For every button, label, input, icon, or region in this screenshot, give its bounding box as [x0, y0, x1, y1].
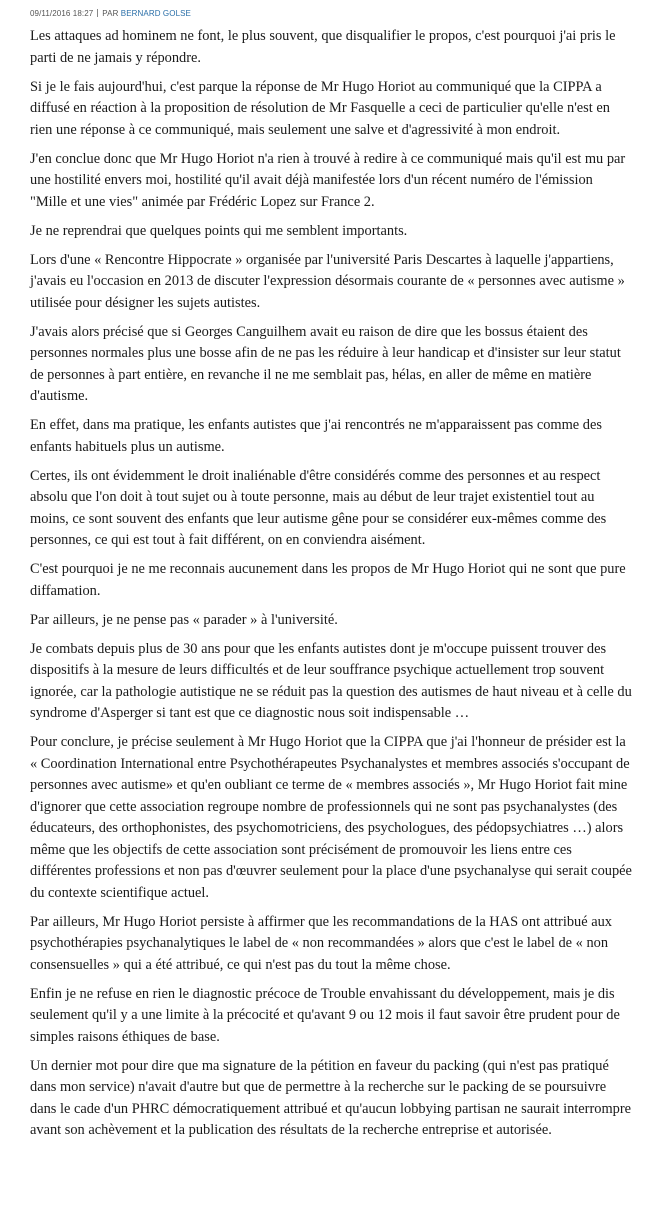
paragraph: Par ailleurs, Mr Hugo Horiot persiste à affirmer que les recommandations de la HAS ont attribué aux psychothérapies psychanalytiques le label de « non recommandées » alors que c'est le label de « non consensuelles » qui a été attribué, ce qui n'est pas du tout la même chose. [30, 913, 612, 973]
byline-prefix: PAR [102, 9, 119, 18]
paragraph: Si je le fais aujourd'hui, c'est parque la réponse de Mr Hugo Horiot au communiqué que la CIPPA a diffusé en réaction à la proposition de résolution de Mr Fasquelle a ceci de particulier qu'elle n'est en rien une réponse à ce communiqué, mais seulement une salve et d'agressivité à mon endroit. [30, 78, 610, 138]
article-meta [30, 8, 633, 22]
paragraph: Certes, ils ont évidemment le droit inaliénable d'être considérés comme des personnes et au respect absolu que l'on doit à tout sujet ou à toute personne, mais au début de leur trajet existentiel tout au moins, ce sont souvent des enfants que leur autisme gêne pour se considérer eux-mêmes comme des personnes, ce qui est tout à fait différent, on en conviendra aisément. [30, 467, 607, 548]
paragraph: Je ne reprendrai que quelques points qui me semblent importants. [30, 222, 408, 239]
paragraph: Je combats depuis plus de 30 ans pour que les enfants autistes dont je m'occupe puissent trouver des dispositifs à la mesure de leurs difficultés et de leur souffrance psychique actuellement trop souvent ignorée, car la pathologie autistique ne se réduit pas la question des autismes de haut niveau et à celle du syndrome d'Asperger si tant est que ce diagnostic nous soit indispensable … [30, 640, 632, 721]
publish-date: 09/11/2016 18:27 [30, 9, 94, 18]
paragraph: Un dernier mot pour dire que ma signature de la pétition en faveur du packing (qui n'est pas pratiqué dans mon service) n'avait d'autre but que de permettre à la recherche sur le packing de se poursuivre dans le cade d'un PHRC démocratiquement attribué et qu'aucun lobbying partisan ne saurait interrompre avant son achèvement et la publication des résultats de la recherche entreprise et autorisée. [30, 1057, 632, 1138]
paragraph: En effet, dans ma pratique, les enfants autistes que j'ai rencontrés ne m'apparaissent pas comme des enfants habituels plus un autisme. [30, 417, 602, 455]
author-link[interactable]: BERNARD GOLSE [120, 9, 191, 18]
paragraph: J'en conclue donc que Mr Hugo Horiot n'a rien à trouvé à redire à ce communiqué mais qu'il est mu par une hostilité envers moi, hostilité qu'il avait déjà manifestée lors d'un récent numéro de l'émission "Mille et une vies" animée par Frédéric Lopez sur France 2. [30, 150, 626, 210]
meta-separator [97, 9, 98, 17]
paragraph: C'est pourquoi je ne me reconnais aucunement dans les propos de Mr Hugo Horiot qui ne sont que pure diffamation. [30, 561, 626, 599]
paragraph: Enfin je ne refuse en rien le diagnostic précoce de Trouble envahissant du développement, mais je dis seulement qu'il y a une limite à la précocité et qu'avant 9 ou 12 mois il faut savoir être prudent pour de simples raisons éthiques de base. [30, 985, 620, 1045]
paragraph: J'avais alors précisé que si Georges Canguilhem avait eu raison de dire que les bossus étaient des personnes normales plus une bosse afin de ne pas les réduire à leur handicap et d'insister sur leur statut de personnes à part entière, en revanche il ne me semblait pas, hélas, en aller de même en matière d'autisme. [30, 323, 621, 404]
article-body [30, 26, 633, 1142]
paragraph: Pour conclure, je précise seulement à Mr Hugo Horiot que la CIPPA que j'ai l'honneur de présider est la « Coordination International entre Psychothérapeutes Psychanalystes et membres associés s'occupant de personnes avec autisme» et qu'en oubliant ce terme de « membres associés », Mr Hugo Horiot fait mine d'ignorer que cette association regroupe nombre de professionnels qui ne sont pas psychanalystes (des éducateurs, des orthophonistes, des psychomotriciens, des psychologues, des pédopsychiatres …) alors même que les objectifs de cette association sont précisément de promouvoir les liens entre ces différentes professions et non pas d'œuvrer seulement pour la place d'une psychanalyse qui serait coupée du contexte scientifique actuel. [30, 734, 632, 901]
paragraph: Les attaques ad hominem ne font, le plus souvent, que disqualifier le propos, c'est pourquoi j'ai pris le parti de ne jamais y répondre. [30, 28, 616, 66]
paragraph: Lors d'une « Rencontre Hippocrate » organisée par l'université Paris Descartes à laquelle j'appartiens, j'avais eu l'occasion en 2013 de discuter l'expression désormais courante de « personnes avec autisme » utilisée pour désigner les sujets autistes. [30, 251, 625, 311]
paragraph: Par ailleurs, je ne pense pas « parader » à l'université. [30, 611, 338, 628]
